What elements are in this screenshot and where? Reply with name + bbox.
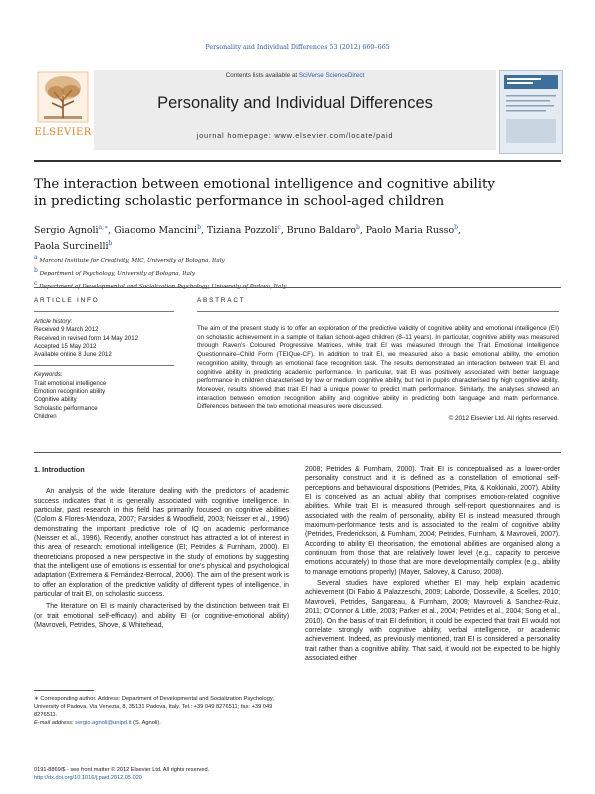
journal-cover-thumbnail[interactable] <box>499 70 563 154</box>
history-item: Received in revised form 14 May 2012 <box>34 334 138 342</box>
author[interactable]: Paolo Maria Russo$^b$ <box>365 224 458 237</box>
email-link[interactable]: sergio.agnoli@unipd.it <box>75 720 132 726</box>
author[interactable]: Giacomo Mancini$^b$ <box>114 224 201 237</box>
title-line-2: in predicting scholastic performance in school-aged children <box>34 194 445 209</box>
keyword: Children <box>34 412 57 420</box>
author[interactable]: Paola Surcinelli$^b$ <box>34 240 113 253</box>
journal-masthead <box>34 70 561 156</box>
body-paragraph: An analysis of the wide literature dealing with the predictors of academic success indicates that it is generally associated with cognitive intelligence. In particular, past research in this field has primarily focused on cognitive abilities (Colom & Flores-Mendoza, 2007; Farsides & Woodfield, 2003; Neisser et al., 1996) demonstrating the important predictive role of IQ on academic performance (Neisser et al., 1996). Recently, another construct has attracted a lot of interest in this area of research: emotional intelligence (EI; Petrides & Furnham, 2000). EI theoreticians proposed a new perspective in the study of emotions by suggesting that the intelligent use of emotions is essential for one's physical and psychological adaptation (Extremera & Fernández-Berrocal, 2006). The aim of the present work is to offer an exploration of the predictive validity of different types of intelligence, in particular of trait EI, on scholastic success. <box>34 488 289 599</box>
publisher-name: ELSEVIER <box>34 127 92 138</box>
keyword: Cognitive ability <box>34 396 77 404</box>
title-line-1: The interaction between emotional intelligence and cognitive ability <box>34 177 495 192</box>
keywords-label: Keywords: <box>34 371 63 379</box>
article-info-column <box>34 297 174 421</box>
footnote <box>34 690 289 727</box>
abstract-rule <box>197 311 559 312</box>
issn-line: 0191-8869/$ - see front matter © 2012 Elsevier Ltd. All rights reserved. <box>34 767 210 773</box>
article-history <box>34 318 174 359</box>
homepage-prefix: journal homepage: <box>196 131 275 140</box>
header-divider <box>34 287 561 288</box>
affiliation: $^b$ Department of Psychology, University of Bologna, Italy <box>34 266 195 277</box>
abstract-text: The aim of the present study is to offer an exploration of the predictive validity of cognitive ability and emotional intelligence (EI) on scholastic achievement in a sample of Italian school-aged children (8–11 years). In particular, cognitive ability was measured through Raven's Coloured Progressive Matrices, while trait EI was measured through the Trait Emotional Intelligence Questionnaire–Child Form (TEIQue-CF). In addition to trait EI, we measured also a basic emotional ability, the emotion recognition ability, through an emotional face recognition task. The results demonstrated an interaction between trait EI and cognitive ability in predicting academic performance. In particular, trait EI was positively associated with better language performance in children characterised by low or medium cognitive ability, but not in pupils characterised by high cognitive ability. Moreover, results showed that trait EI had a unique power to predict math performance. Similarly, the analyses showed an interaction between emotion recognition ability and cognitive ability in predicting both language and math performance. Differences between the two emotional measures were discussed. <box>197 325 559 411</box>
keyword: Emotion recognition ability <box>34 388 106 396</box>
author[interactable]: Sergio Agnoli$^{a,∗}$ <box>34 224 109 237</box>
section-heading: 1. Introduction <box>34 465 85 474</box>
journal-banner <box>94 70 496 150</box>
affiliation: $^a$ Marconi Institute for Creativity, MIC, University of Bologna, Italy <box>34 254 225 264</box>
running-head: Personality and Individual Differences 53 (2012) 660–665 <box>205 44 390 51</box>
abstract-heading: ABSTRACT <box>197 297 246 304</box>
article-title <box>34 176 554 210</box>
abstract-copyright: © 2012 Elsevier Ltd. All rights reserved. <box>448 415 559 423</box>
body-paragraph: 2008; Petrides & Furnham, 2000). Trait EI is conceptualised as a lower-order personality construct and it is defined as a constellation of emotional self-perceptions and behavioural dispositions (Petrides, Pita, & Kokkinaki, 2007). Ability EI is conceived as an actual ability that comprises emotion-related cognitive abilities. While trait EI is measured through self-report questionnaires and is associated with the realm of personality, ability EI is instead measured through maximum-performance tests and is associated to the realm of cognitive ability (Petrides, Frederickson, & Furnham, 2004; Petrides, Furnham, & Mavroveli, 2007). According to ability EI theorisation, the emotional abilities are organised along a continuum from those that are relatively lower level (e.g., capacity to perceive emotions accurately) to those that are more developmentally complex (e.g., ability to manage emotions properly) (Mayer, Salovey, & Caruso, 2008). <box>305 466 560 576</box>
contents-prefix: Contents lists available at <box>225 72 299 79</box>
affiliations <box>34 253 434 292</box>
keywords <box>34 371 174 421</box>
affiliation: $^c$ Department of Developmental and Socialization Psychology, University of Padova, Italy <box>34 279 287 290</box>
keyword: Scholastic performance <box>34 404 98 412</box>
body-paragraph: Several studies have explored whether EI may help explain academic achievement (Di Fabio & Palazzeschi, 2009; Laborde, Dosseville, & Scelles, 2010; Mavroveli, Petrides, Sangareau, & Furnham, 2009; Mavroveli & Sanchez-Ruiz, 2011; O'Connor & Little, 2003; Parker et al., 2004; Petrides et al., 2004; Song et al., 2010). On the basis of trait EI definition, it could be expected that trait EI would not correlate strongly with cognitive ability, verbal intelligence, or academic achievement. Indeed, as previously mentioned, trait EI is considered a personality trait rather than a cognitive ability. That said, it would not be expected to be highly associated either <box>305 580 560 662</box>
doi-link[interactable]: http://dx.doi.org/10.1016/j.paid.2012.05.020 <box>34 775 142 781</box>
elsevier-logo <box>34 70 92 156</box>
article-info-heading: ARTICLE INFO <box>34 297 100 304</box>
keywords-rule <box>34 365 174 366</box>
author[interactable]: Tiziana Pozzoli$^c$ <box>206 224 281 237</box>
corresponding-author-note: ∗ Corresponding author. Address: Department of Developmental and Socialization Psychology, University of Padova, Via Venezia, 8, 35131 Padova, Italy. Tel.: +39 049 8276511; fax: +39 049 8276511. <box>34 696 274 718</box>
body-left-column <box>34 465 289 631</box>
sciencedirect-link[interactable]: SciVerse ScienceDirect <box>298 72 365 79</box>
journal-cover-icon <box>500 71 562 153</box>
journal-title: Personality and Individual Differences <box>157 94 433 112</box>
abstract-bottom-rule <box>34 452 561 453</box>
history-item: Accepted 15 May 2012 <box>34 342 97 350</box>
history-item: Available online 8 June 2012 <box>34 351 112 359</box>
masthead-rule <box>34 160 561 162</box>
body-right-column <box>305 465 560 663</box>
article-info-rule <box>34 311 174 312</box>
elsevier-tree-icon <box>34 70 92 126</box>
keyword: Trait emotional intelligence <box>34 379 107 387</box>
footnote-rule <box>34 690 94 691</box>
abstract-column <box>197 297 559 422</box>
contents-line <box>94 72 496 79</box>
author[interactable]: Bruno Baldaro$^b$ <box>286 224 360 237</box>
front-matter-meta <box>34 766 209 782</box>
history-label: Article history: <box>34 318 73 325</box>
body-paragraph: The literature on EI is mainly characterised by the distinction between trait EI (or trait emotional self-efficacy) and ability EI (or cognitive-emotional ability) (Mavroveli, Petrides, Shove, & Whitehead, <box>34 603 289 630</box>
history-item: Received 9 March 2012 <box>34 326 99 334</box>
email-line: E-mail address: sergio.agnoli@unipd.it (S. Agnoli). <box>34 720 161 726</box>
author-list: Sergio Agnoli$^{a,∗}$, Giacomo Mancini$^b$, Tiziana Pozzoli$^c$, Bruno Baldaro$^b$, Paolo Maria Russo$^b$, Paola Surcinelli$^b$ <box>34 224 461 253</box>
homepage-link[interactable]: www.elsevier.com/locate/paid <box>274 131 394 140</box>
journal-homepage <box>94 131 496 140</box>
